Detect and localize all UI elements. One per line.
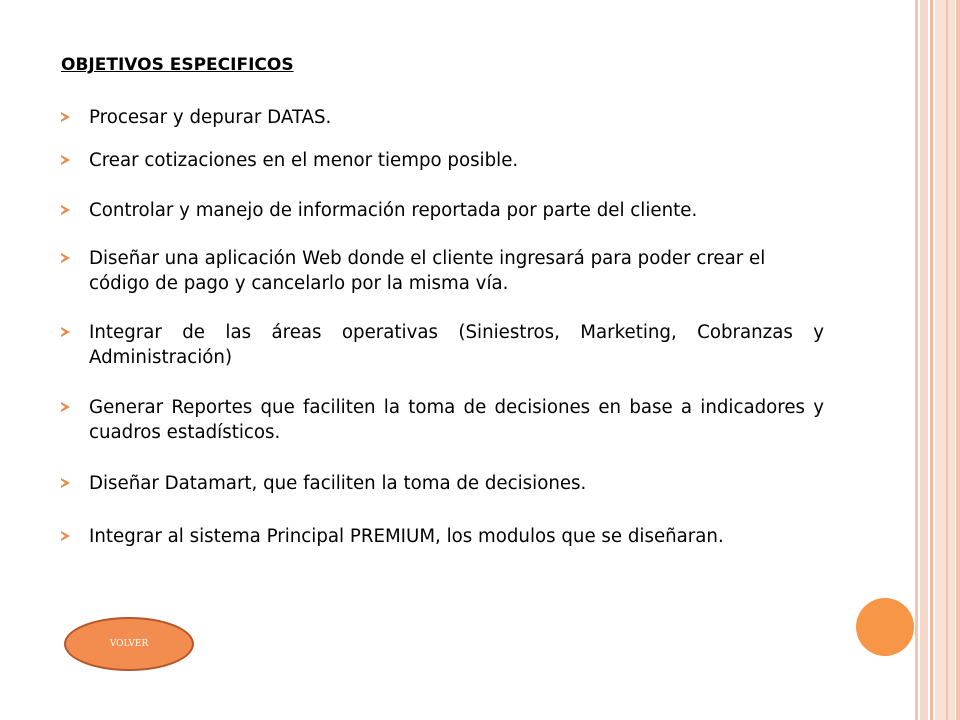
decorative-stripe [930,0,933,720]
bullet-item [61,105,824,130]
bullet-text: Crear cotizaciones en el menor tiempo posible. [89,150,519,171]
arrow-bullet-icon [61,112,70,122]
back-button[interactable] [64,617,194,671]
decorative-stripe [915,0,918,720]
bullet-text: Diseñar Datamart, que faciliten la toma de decisiones. [89,473,587,494]
bullet-text: Diseñar una aplicación Web donde el cliente ingresará para poder crear el código de pago y cancelarlo por la misma vía. [89,248,766,294]
arrow-bullet-icon [61,402,70,412]
bullet-text: Generar Reportes que faciliten la toma de decisiones en base a indicadores y cuadros estadísticos. [89,397,824,443]
bullet-item [61,148,824,173]
decorative-circle [856,598,914,656]
bullet-item [61,395,824,445]
decorative-stripe [946,0,948,720]
back-button-label: VOLVER [109,639,149,649]
bullet-item [61,198,824,223]
bullet-item [61,471,824,496]
slide-title: OBJETIVOS ESPECIFICOS [61,55,294,75]
arrow-bullet-icon [61,253,70,263]
arrow-bullet-icon [61,205,70,215]
decorative-stripe [920,0,928,720]
decorative-stripe [935,0,955,720]
arrow-bullet-icon [61,531,70,541]
arrow-bullet-icon [61,327,70,337]
decorative-stripe [956,0,960,720]
arrow-bullet-icon [61,478,70,488]
bullet-text: Integrar de las áreas operativas (Siniestros, Marketing, Cobranzas y Administración) [89,322,824,368]
bullet-item [61,246,824,296]
bullet-item [61,524,824,549]
bullet-text: Controlar y manejo de información reportada por parte del cliente. [89,200,698,221]
arrow-bullet-icon [61,155,70,165]
bullet-item [61,320,824,370]
bullet-text: Integrar al sistema Principal PREMIUM, los modulos que se diseñaran. [89,526,724,547]
bullet-text: Procesar y depurar DATAS. [89,107,332,128]
